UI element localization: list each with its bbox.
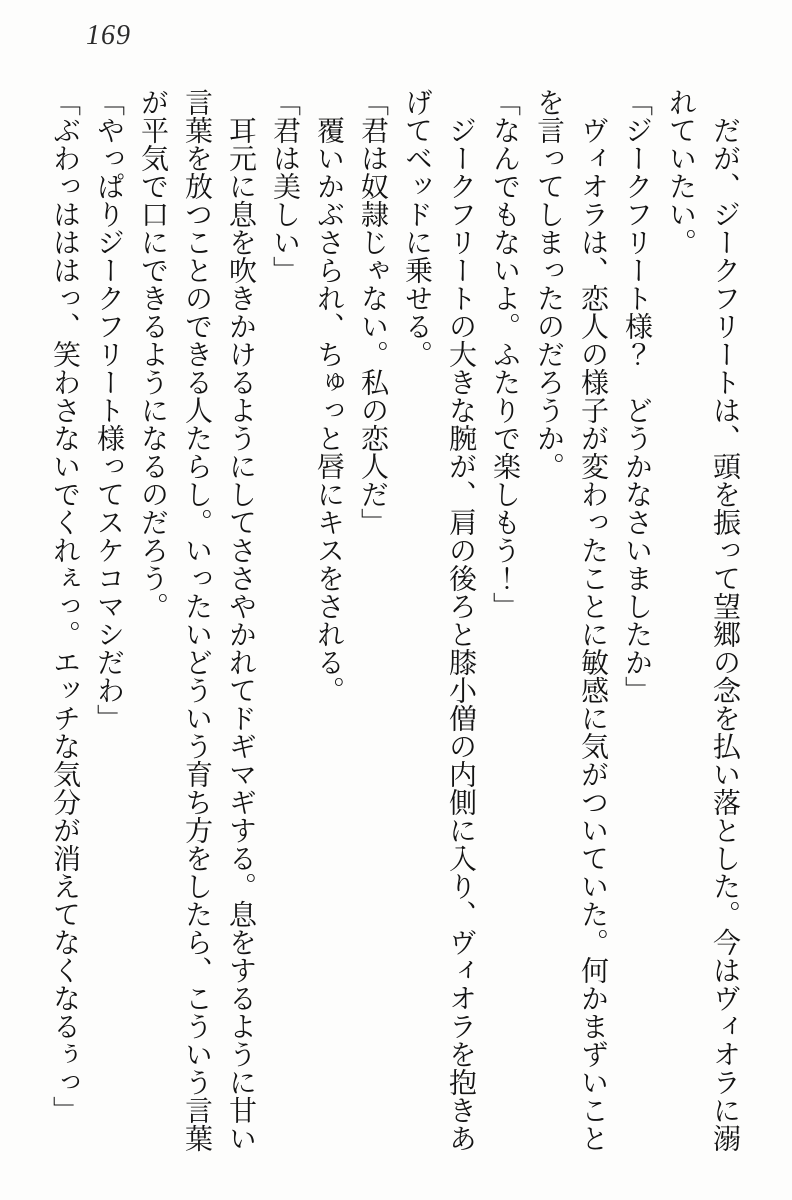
- paragraph-narration: ジークフリートの大きな腕が、肩の後ろと膝小僧の内側に入り、ヴィオラを抱きあげてベッドに乗せる。: [401, 88, 476, 1152]
- paragraph-dialogue: 「ジークフリート様？ どうかなさいましたか」: [621, 88, 652, 704]
- paragraph-dialogue: 「君は美しい」: [269, 88, 300, 284]
- paragraph-narration: だが、ジークフリートは、頭を振って望郷の念を払い落とした。今はヴィオラに溺れていたい。: [665, 88, 740, 1152]
- paragraph-narration: 耳元に息を吹きかけるようにしてささやかれてドギマギする。息をするように甘い言葉を放つことのできる人たらし。いったいどういう育ち方をしたら、こういう言葉が平気で口にできるようになるのだろう。: [137, 88, 256, 1152]
- paragraph-dialogue: 「君は奴隷じゃない。私の恋人だ」: [357, 88, 388, 536]
- paragraph-dialogue: 「なんでもないよ。ふたりで楽しもう！」: [489, 88, 520, 620]
- paragraph-narration: ヴィオラは、恋人の様子が変わったことに敏感に気がついていた。何かまずいことを言ってしまったのだろうか。: [533, 88, 608, 1152]
- paragraph-dialogue: 「ぶわっはははっ、笑わさないでくれぇっ。エッチな気分が消えてなくなるぅっ」: [49, 88, 80, 1124]
- page-number: 169: [86, 20, 131, 51]
- text-block: [40, 88, 746, 1154]
- paragraph-dialogue: 「やっぱりジークフリート様ってスケコマシだわ」: [93, 88, 124, 732]
- paragraph-narration: 覆いかぶさられ、ちゅっと唇にキスをされる。: [313, 88, 344, 704]
